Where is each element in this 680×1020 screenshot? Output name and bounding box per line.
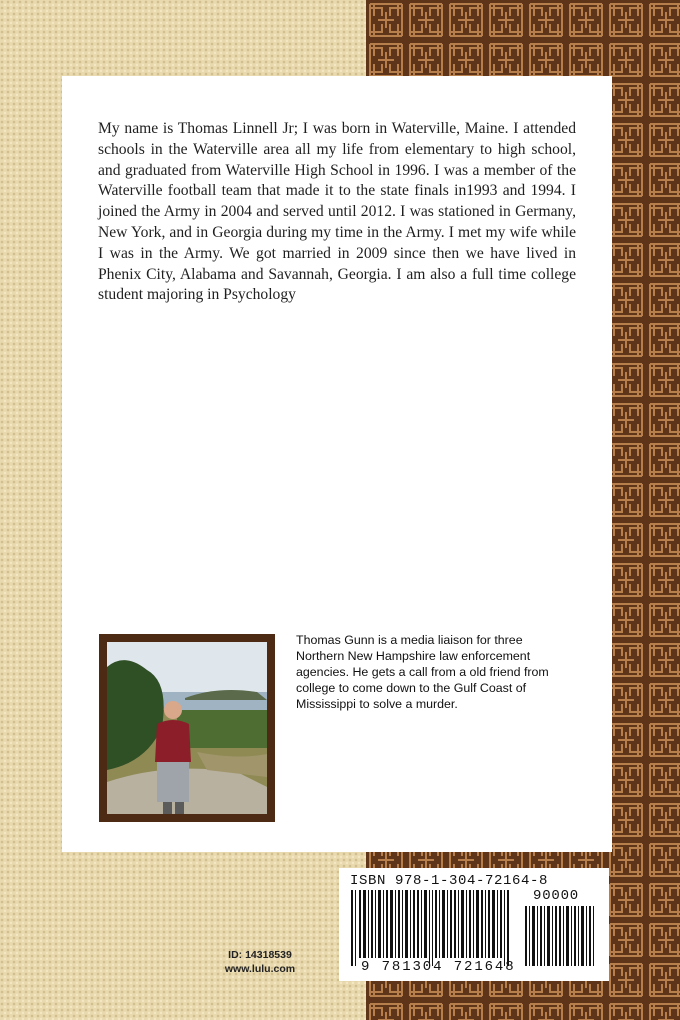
author-bio: My name is Thomas Linnell Jr; I was born in Waterville, Maine. I attended schools in the Waterville area all my life from elementary to high school, and graduated from Waterville High School in 1996. I was a member of the Waterville football team that made it to the state finals in1993 and 1994. I joined the Army in 2004 and served until 2012. I was stationed in Germany, New York, and in Georgia during my time in the Army. I met my wife while I was in the Army. We got married in 2009 since then we have lived in Phenix City, Alabama and Savannah, Georgia. I am also a full time college student majoring in Psychology — [98, 120, 576, 304]
isbn-barcode — [339, 868, 609, 981]
publisher-website: www.lulu.com — [224, 963, 296, 975]
author-photo-image — [107, 642, 267, 814]
isbn-number: ISBN 978-1-304-72164-8 — [350, 873, 549, 889]
book-blurb: Thomas Gunn is a media liaison for three Northern New Hampshire law enforcement agencies. He gets a call from a old friend from college to come down to the Gulf Coast of Mississippi to solve a murder. — [296, 633, 549, 711]
publisher-id: ID: 14318539 — [228, 949, 292, 961]
author-photo — [99, 634, 275, 822]
text-panel — [62, 76, 612, 852]
barcode-digits: 9 781304 721648 — [361, 959, 516, 975]
publisher-id-block — [190, 948, 330, 976]
price-code: 90000 — [533, 888, 580, 904]
